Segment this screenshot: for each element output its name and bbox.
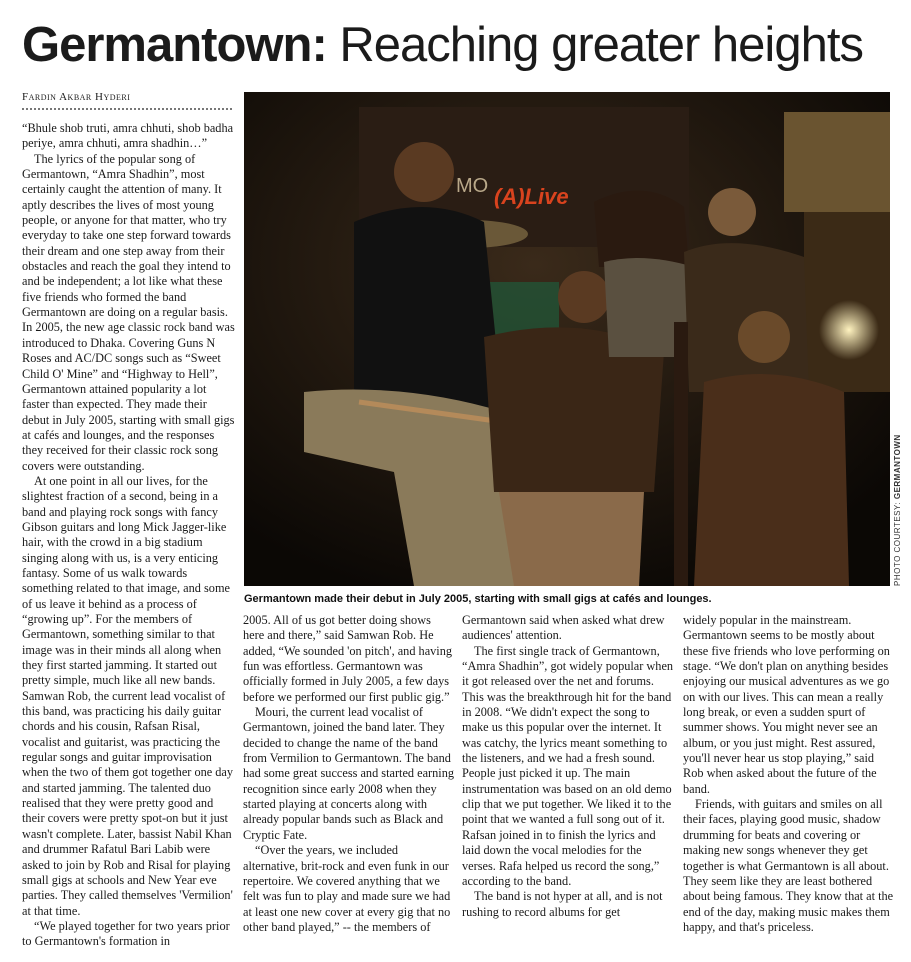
article-column-4 [683,613,895,953]
paragraph: Friends, with guitars and smiles on all their faces, playing good music, shadow drumming for beats and covering or making new songs whenever they get together is what Germantown is all about. They seem like they are least bothered about being famous. They know that at the end of the day, making music makes them happy, and that's priceless. [683,797,894,934]
article-column-1 [22,121,235,951]
paragraph: Mouri, the current lead vocalist of Germantown, joined the band later. They decided to change the name of the band from Vermilion to Germantown. The band had some great success and started earning recognition since early 2008 when they started playing at concerts along with already popular bands such as Black and Cryptic Fate. [243,705,455,842]
headline-subtitle: Reaching greater heights [339,18,863,72]
paragraph: The band is not hyper at all, and is not rushing to record albums for get [462,889,663,919]
paragraph: “Bhule shob truti, amra chhuti, shob badha periye, amra chhuti, amra shadhin…” [22,121,234,151]
paragraph: The first single track of Germantown, “Amra Shadhin”, got widely popular when it got released over the net and forums. This was the breakthrough hit for the band in 2008. “We didn't expect the song to make us this popular over the internet. It was catchy, the lyrics meant something to the listeners, and we had a fresh sound. People just picked it up. The main instrumentation was based on an old demo clip that we put together. We liked it to the point that we wanted a full song out of it. Rafsan joined in to finish the lyrics and laid down the vocal melodies for the verses. Rafa helped us record the song,” according to the band. [462,643,674,888]
article-column-2 [243,613,455,953]
paragraph: At one point in all our lives, for the slightest fraction of a second, being in a band and playing rock songs with fancy Gibson guitars and long Mick Jagger-like hair, with the crowd in a big stadium singing along with us, is a very enticing fantasy. Some of us walk towards something related to that image, and some of us leave it behind as a process of “growing up”. For the members of Germantown, something similar to that image was in their minds all along when they first started jamming. It started out pretty simple, much like all new bands. Samwan Rob, the current lead vocalist of this band, was practicing his daily guitar chords and his cousin, Rafsan Risal, vocalist and guitarist, was practicing the regular songs and guitar improvisation when the two of them got together one day and started jamming. The talented duo realised that they were pretty good and their covers were pretty spot-on but it just wasn't complete. Later, bassist Nabil Khan and drummer Rafatul Bari Labib were asked to join by Rob and Risal for playing small gigs at schools and New Year eve parties. They called themselves 'Vermilion' at that time. [22,473,234,918]
author-byline: Fardin Akbar Hyderi [22,90,232,110]
neon-sign-text: (A)Live [494,184,569,209]
paragraph: The lyrics of the popular song of Germantown, “Amra Shadhin”, most certainly caught the attention of many. It aptly describes the lives of most young people, or anyone for that matter, who try everyday to take one step forward towards their dream and one step away from their obstacles and reach the goal they intend to and be independent; a lot like what these five friends who formed the band Germantown are doing on a regular basis. In 2005, the new age classic rock band was introduced to Dhaka. Covering Guns N Roses and AC/DC songs such as “Sweet Child O' Mine” and “Highway to Hell”, Germantown attained popularity a lot faster than expected. They made their debut in July 2005, starting with small gigs at cafés and lounges, and the responses they received for their classic rock song covers were outstanding. [22,151,235,473]
paragraph: “Over the years, we included alternative, brit-rock and even funk in our repertoire. We covered anything that we felt was fun to play and made sure we had at least one new cover at every gig that no other band played,” -- the members of [243,843,451,934]
paragraph: “We played together for two years prior to Germantown's formation in [22,918,230,949]
photo-caption: Germantown made their debut in July 2005, starting with small gigs at cafés and lounges. [244,593,712,605]
photo-credit-name: GERMANTOWN [893,434,902,500]
neon-sign-prefix: MO [456,175,489,197]
paragraph: 2005. All of us got better doing shows here and there,” said Samwan Rob. He added, “We sounded 'on pitch', and having fun was effortless. Germantown was officially formed in July 2005, a few days before we performed our first public gig.” [243,613,453,704]
headline-band-name: Germantown: [22,18,327,72]
paragraph: widely popular in the mainstream. Germantown seems to be mostly about these five friends who love performing on stage. “We don't plan on anything besides enjoying our musical adventures as we go on with our lives. This can mean a really long break, or even a sudden spurt of summer shows. You might never see an album, or you just might. Rest assured, you'll never hear us stop playing,” said Rob when asked about the future of the band. [683,613,890,796]
article-column-3 [462,613,674,953]
photo-credit [893,434,902,586]
article-headline [22,14,902,76]
band-photo [244,92,890,586]
paragraph: Germantown said when asked what drew audiences' attention. [462,613,665,643]
photo-credit-prefix: PHOTO COURTESY: [893,501,902,586]
